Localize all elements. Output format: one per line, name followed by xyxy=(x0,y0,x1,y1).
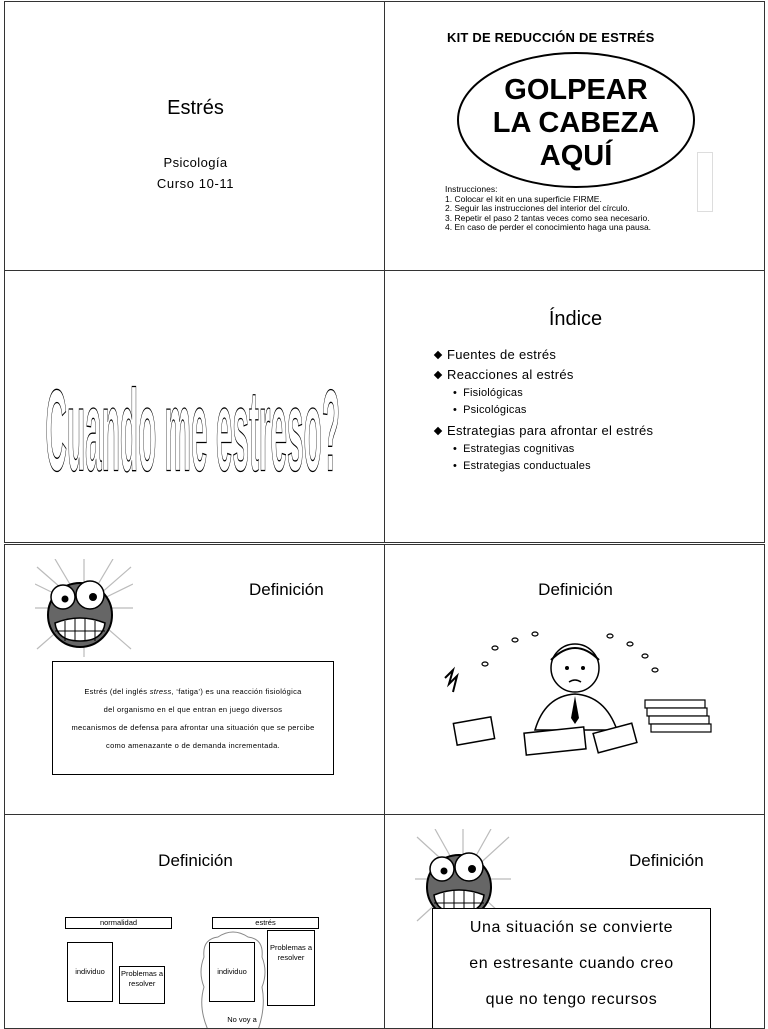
slide-title: Definición xyxy=(538,580,613,599)
circle-line-1: GOLPEAR xyxy=(504,74,648,106)
instruction-4: 4. En caso de perder el conocimiento haga una pausa. xyxy=(445,222,652,232)
bullet-diamond-icon xyxy=(434,351,442,359)
slide-8 xyxy=(384,814,765,1029)
wordart-text: Cuando me estreso? xyxy=(45,366,340,481)
definition-box xyxy=(432,908,711,1029)
slide-title: Índice xyxy=(548,308,603,330)
slide-subject: Psicología xyxy=(163,155,228,170)
slide-5 xyxy=(4,544,385,815)
slide-title: Definición xyxy=(249,580,324,599)
slide-4 xyxy=(384,270,765,543)
index-item-3: Estrategias para afrontar el estrés xyxy=(435,423,653,438)
instruction-3: 3. Repetir el paso 2 tantas veces como sea necesario. xyxy=(445,212,650,223)
index-item-2: Reacciones al estrés xyxy=(435,367,574,382)
slide-title: Estrés xyxy=(167,97,224,119)
stressed-student-illustration xyxy=(435,620,719,770)
slide-1 xyxy=(4,1,385,271)
problemas-box-stress: Problemas a resolver xyxy=(267,930,315,1006)
individuo-box-stress: individuo xyxy=(209,942,255,1002)
definition-box xyxy=(52,661,334,775)
individuo-box-normal: individuo xyxy=(67,942,113,1002)
circle-line-3: AQUÍ xyxy=(539,140,613,172)
bullet-diamond-icon xyxy=(434,427,442,435)
slide-7 xyxy=(4,814,385,1029)
slide-title: Definición xyxy=(629,851,704,870)
definition-line-4: como amenazante o de demanda incrementada. xyxy=(106,741,280,750)
index-item-1: Fuentes de estrés xyxy=(435,347,556,362)
index-subitem-3: • Estrategias cognitivas xyxy=(453,443,575,455)
label-normalidad: normalidad xyxy=(65,917,172,929)
definition-line-3: que no tengo recursos xyxy=(485,991,658,1008)
bullet-dot-icon: • xyxy=(453,443,458,455)
definition-line-3: mecanismos de defensa para afrontar una situación que se percibe xyxy=(71,723,315,732)
wordart-illustration xyxy=(35,341,355,481)
slide-3 xyxy=(4,270,385,543)
bullet-dot-icon: • xyxy=(453,460,458,472)
definition-line-2: en estresante cuando creo xyxy=(469,955,674,972)
kit-header: KIT DE REDUCCIÓN DE ESTRÉS xyxy=(447,30,655,45)
slide-title: Definición xyxy=(158,851,233,870)
slide-course: Curso 10-11 xyxy=(156,176,235,191)
stressed-face-illustration xyxy=(35,559,133,657)
problemas-box-normal: Problemas a resolver xyxy=(119,966,165,1004)
instruction-2: 2. Seguir las instrucciones del interior del círculo. xyxy=(445,203,630,213)
definition-line-1: Una situación se convierte xyxy=(469,919,674,936)
instructions-title: Instrucciones: xyxy=(445,184,498,194)
instruction-1: 1. Colocar el kit en una superficie FIRME. xyxy=(445,193,602,204)
label-estres: estrés xyxy=(212,917,319,929)
bullet-dot-icon: • xyxy=(453,404,458,416)
instructions xyxy=(445,185,651,233)
definition-line-2: del organismo en el que entran en juego diversos xyxy=(103,705,283,714)
index-subitem-4: • Estrategias conductuales xyxy=(453,460,591,472)
index-subitem-1: • Fisiológicas xyxy=(453,387,523,399)
definition-line-1: Estrés (del inglés stress, ‘fatiga’) es una reacción fisiológica xyxy=(84,687,302,696)
slide-2 xyxy=(384,1,765,271)
circle-line-2: LA CABEZA xyxy=(492,107,660,139)
bullet-diamond-icon xyxy=(434,371,442,379)
definition-text xyxy=(53,662,333,755)
circle-text xyxy=(455,74,697,173)
slide-6 xyxy=(384,544,765,815)
scan-artifact xyxy=(697,152,713,212)
no-voy-text: No voy a xyxy=(227,1015,257,1024)
index-subitem-2: • Psicológicas xyxy=(453,404,527,416)
bullet-dot-icon: • xyxy=(453,387,458,399)
